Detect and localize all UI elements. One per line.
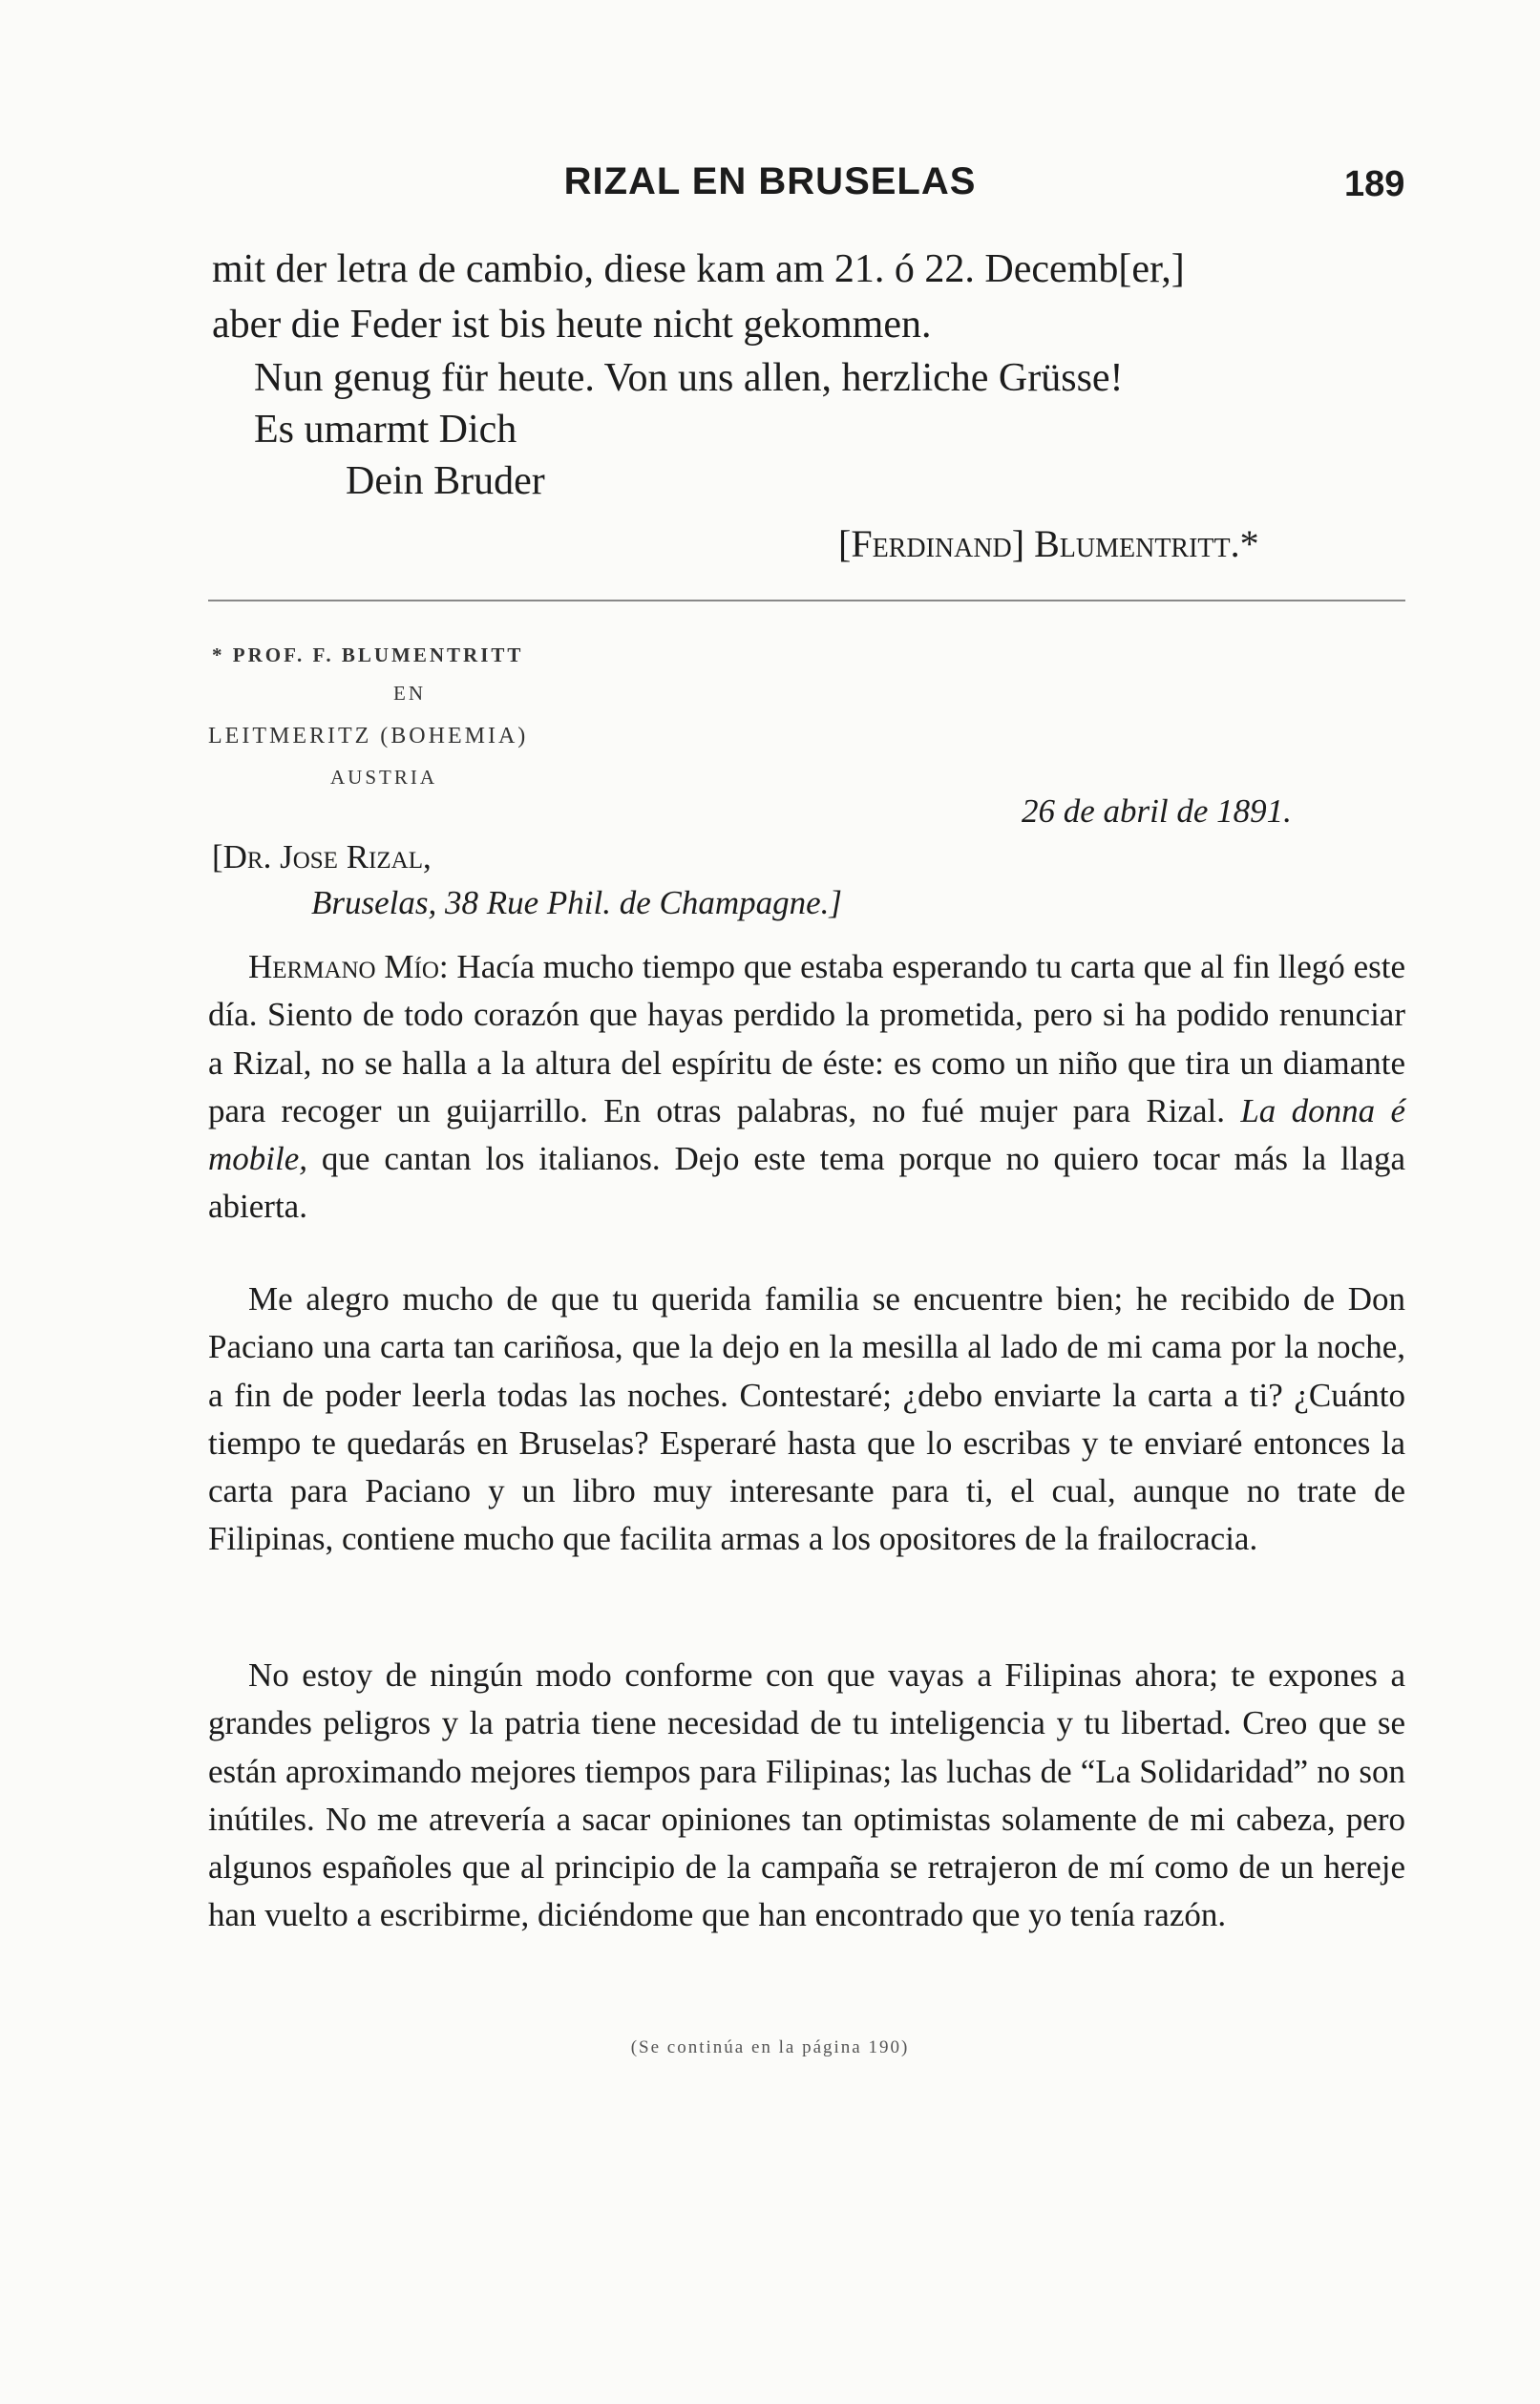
recipient-name: [Dr. Jose Rizal, [212,838,432,875]
paragraph-2 [208,1276,1405,1564]
recipient-address: Bruselas, 38 Rue Phil. de Champagne.] [311,884,843,921]
address-line-2: EN [393,682,426,705]
address-line-4: AUSTRIA [330,766,438,789]
german-line-1: mit der letra de cambio, diese kam am 21. ó 22. Decemb[er,] [212,247,1185,291]
page-number: 189 [1344,164,1405,204]
paragraph-3 [208,1652,1405,1940]
salutation: Hermano Mío [248,948,439,985]
german-closing-brother: Dein Bruder [346,459,545,503]
german-line-3: Nun genug für heute. Von uns allen, herzliche Grüsse! [254,356,1124,400]
german-closing: Es umarmt Dich [254,408,517,452]
address-line-3: LEITMERITZ (BOHEMIA) [208,724,529,749]
paragraph-1-text: : Hacía mucho tiempo que estaba esperando tu carta que al fin llegó este día. Siento de todo corazón que hayas perdido la prometida, pero si ha podido renunciar a Rizal, no se halla a la altura del espíritu de éste: es como un niño que tira un diamante para recoger un guijarrillo. En otras palabras, no fué mujer para Rizal. [208,948,1405,1129]
paragraph-1-italic: La donna é mobile, [208,1091,1405,1178]
german-line-2: aber die Feder ist bis heute nicht gekommen. [212,303,932,347]
running-head-title: RIZAL EN BRUSELAS [563,160,977,202]
continuation-note: (Se continúa en la página 190) [630,2037,910,2057]
paragraph-2-text: Me alegro mucho de que tu querida familia se encuentre bien; he recibido de Don Paciano una carta tan cariñosa, que la dejo en la mesilla al lado de mi cama por la noche, a fin de poder leerla todas las noches. Contestaré; ¿debo enviarte la carta a ti? ¿Cuánto tiempo te quedarás en Bruselas? Esperaré hasta que lo escribas y te enviaré entonces la carta para Paciano y un libro muy interesante para ti, el cual, aunque no trate de Filipinas, contiene mucho que facilita armas a los opositores de la frailocracia. [208,1280,1405,1558]
signature: [Ferdinand] Blumentritt.* [838,522,1259,565]
letter-date: 26 de abril de 1891. [1022,792,1292,830]
paragraph-1 [208,943,1405,1232]
paragraph-3-text: No estoy de ningún modo conforme con que vayas a Filipinas ahora; te expones a grandes peligros y la patria tiene necesidad de tu inteligencia y tu libertad. Creo que se están aproximando mejores tiempos para Filipinas; las luchas de “La Solidaridad” no son inútiles. No me atrevería a sacar opiniones tan optimistas solamente de mi cabeza, pero algunos españoles que al principio de la campaña se retrajeron de mí como de un hereje han vuelto a escribirme, diciéndome que han encontrado que yo tenía razón. [208,1656,1405,1934]
paragraph-1-end: que cantan los italianos. Dejo este tema porque no quiero tocar más la llaga abierta. [208,1140,1406,1226]
address-line-1: * PROF. F. BLUMENTRITT [212,643,524,666]
section-divider [208,600,1405,601]
